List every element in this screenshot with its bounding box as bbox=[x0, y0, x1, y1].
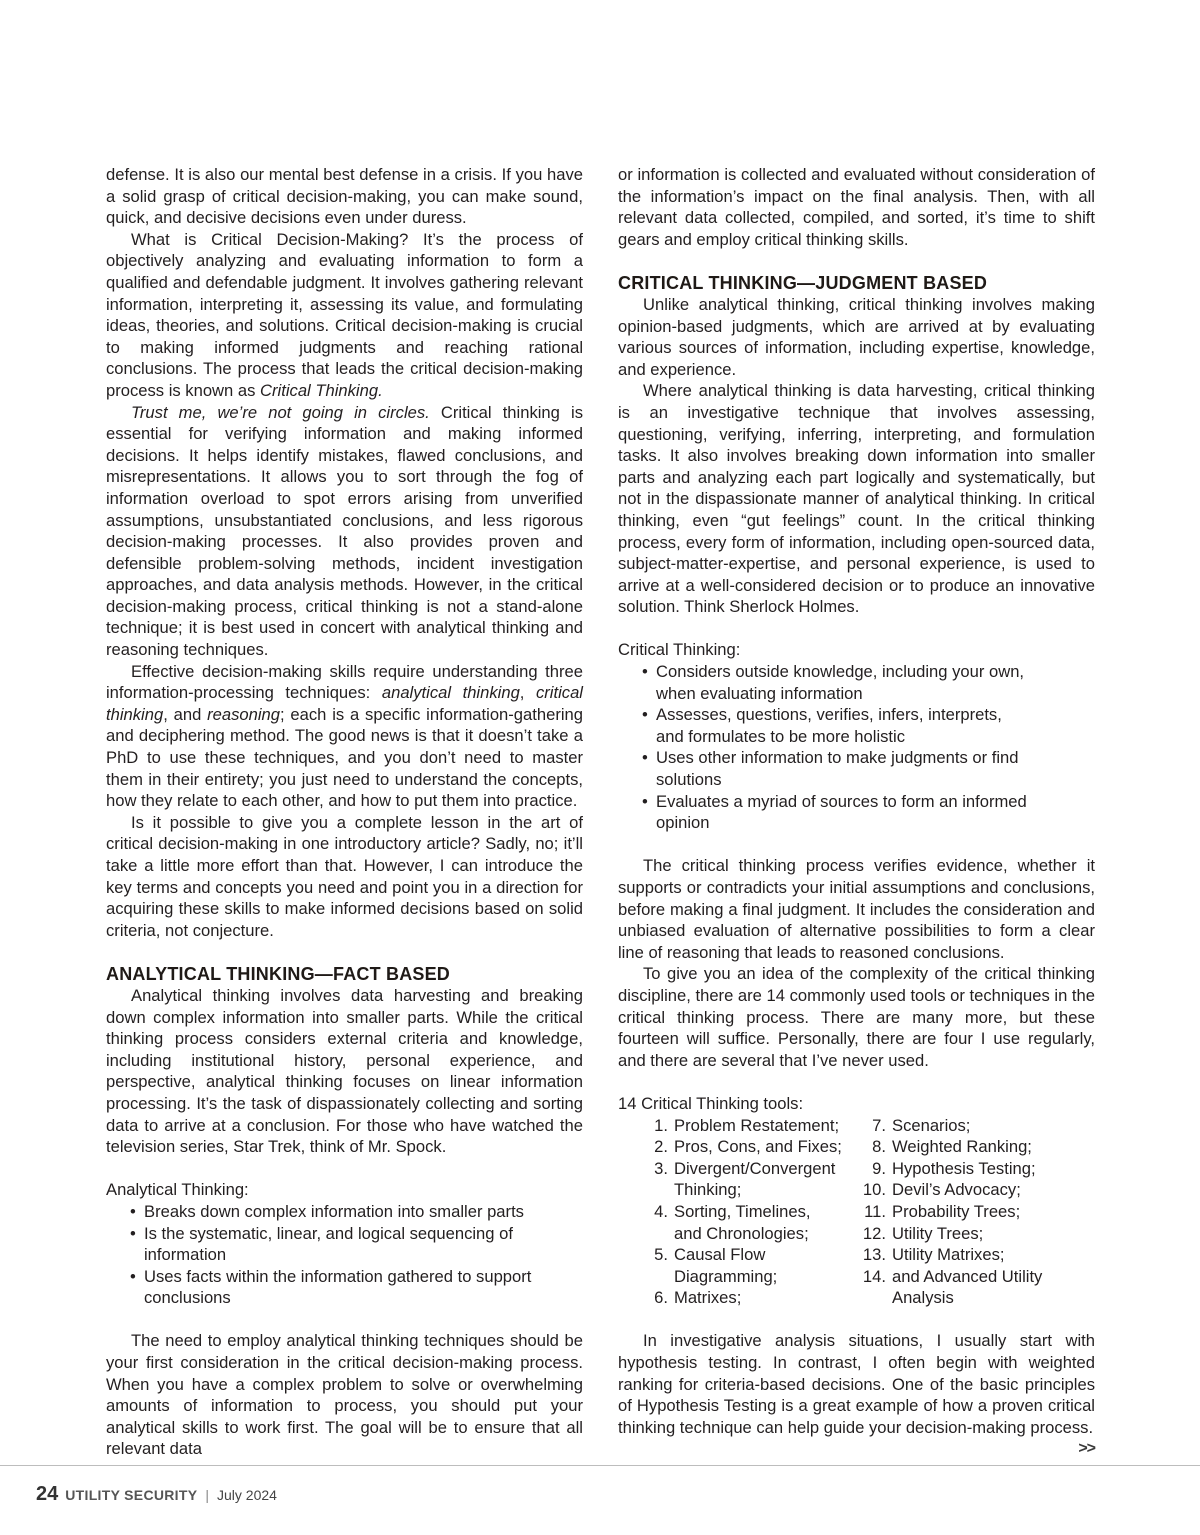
issue-date: July 2024 bbox=[217, 1487, 277, 1503]
continue-arrow-icon: >> bbox=[1078, 1440, 1095, 1458]
tools-column-1 bbox=[642, 1115, 854, 1309]
magazine-title: UTILITY SECURITY bbox=[65, 1487, 198, 1503]
list-item: 6. Matrixes; bbox=[654, 1288, 742, 1308]
bullet-icon: • bbox=[130, 1223, 136, 1243]
list-item: 7. Scenarios; bbox=[872, 1115, 971, 1135]
bullet-list bbox=[106, 1201, 583, 1309]
list-item: • Evaluates a myriad of sources to form an informed opinion bbox=[642, 791, 1027, 833]
list-item: 9. Hypothesis Testing; bbox=[872, 1158, 1036, 1178]
list-item: 13. Utility Matrixes; bbox=[862, 1245, 1005, 1265]
paragraph: or information is collected and evaluated without consideration of the information’s impact on the final analysis. Then, with all relevant data collected, compiled, and sorted, it’s time to shift gears and employ critical thinking skills. bbox=[618, 165, 1095, 249]
list-item: • Uses other information to make judgments or find solutions bbox=[642, 748, 1019, 790]
tools-column-2 bbox=[854, 1115, 1057, 1309]
list-item: 3. Divergent/Convergent Thinking; bbox=[654, 1158, 836, 1200]
tools-list bbox=[642, 1115, 1095, 1309]
bullet-list bbox=[618, 661, 1032, 834]
bullet-icon: • bbox=[642, 791, 648, 811]
right-column bbox=[618, 164, 1095, 1460]
page-number: 24 bbox=[36, 1483, 59, 1505]
list-title: Critical Thinking: bbox=[618, 640, 741, 660]
page-footer bbox=[36, 1483, 277, 1506]
list-item: • Considers outside knowledge, including your own, when evaluating information bbox=[642, 662, 1025, 703]
list-item: 4. Sorting, Timelines, and Chronologies; bbox=[654, 1201, 811, 1243]
paragraph: Effective decision-making skills require understanding three information-processing techniques: analytical thinking, critical thinking, and reasoning; each is a specific information-gathering and deciphering method. The good news is that it doesn’t take a PhD to use these techniques, and you don’t need to master them in their entirety; you just need to understand the concepts, how they relate to each other, and how to put them into practice. bbox=[106, 661, 583, 811]
paragraph: What is Critical Decision-Making? It’s the process of objectively analyzing and evaluating information to form a qualified and defendable judgment. It involves gathering relevant information, interpreting it, assessing its value, and formulating ideas, theories, and solutions. Critical decision-making is crucial to making informed judgments and reaching rational conclusions. The process that leads the critical decision-making process is known as Critical Thinking. bbox=[106, 229, 583, 400]
section-heading: ANALYTICAL THINKING—FACT BASED bbox=[106, 963, 451, 984]
bullet-icon: • bbox=[130, 1266, 136, 1286]
list-item: • Uses facts within the information gathered to support conclusions bbox=[130, 1266, 532, 1308]
list-item: 14. and Advanced Utility Analysis bbox=[862, 1266, 1043, 1308]
list-item: • Assesses, questions, verifies, infers, interprets, and formulates to be more holistic bbox=[642, 705, 1002, 746]
footer-separator: | bbox=[205, 1487, 209, 1503]
paragraph: Trust me, we’re not going in circles. Critical thinking is essential for verifying information and making informed decisions. It helps identify mistakes, flawed conclusions, and misrepresentations. It allows you to sort through the fog of information overload to spot errors arising from unverified assumptions, unsubstantiated conclusions, and less rigorous decision-making processes. It also provides proven and defensible problem-solving methods, incident investigation approaches, and data analysis methods. However, in the critical decision-making process, critical thinking is not a stand-alone technique; it is best used in concert with analytical thinking and reasoning techniques. bbox=[106, 402, 583, 660]
list-item: 2. Pros, Cons, and Fixes; bbox=[654, 1137, 842, 1157]
paragraph: In investigative analysis situations, I usually start with hypothesis testing. In contrast, I often begin with weighted ranking for criteria-based decisions. One of the basic principles of Hypothesis Testing is a great example of how a proven critical thinking technique can help guide your decision-making process. >> bbox=[618, 1330, 1095, 1438]
bullet-icon: • bbox=[642, 748, 648, 768]
list-item: 10. Devil’s Advocacy; bbox=[862, 1180, 1021, 1200]
paragraph: Unlike analytical thinking, critical thinking involves making opinion-based judgments, which are arrived at by evaluating various sources of information, including expertise, knowledge, and experience. bbox=[618, 294, 1095, 379]
bullet-icon: • bbox=[642, 705, 648, 725]
section-heading: CRITICAL THINKING—JUDGMENT BASED bbox=[618, 272, 988, 293]
list-item: • Breaks down complex information into smaller parts bbox=[130, 1201, 524, 1221]
paragraph: Where analytical thinking is data harvesting, critical thinking is an investigative technique that involves assessing, questioning, verifying, inferring, interpreting, and formulation tasks. It also involves breaking down information into smaller parts and analyzing each part logically and systematically, but not in the dispassionate manner of analytical thinking. In critical thinking, even “gut feelings” count. In the critical thinking process, every form of information, including open-sourced data, subject-matter-expertise, and personal experience, is used to arrive at a well-considered decision or to produce an innovative solution. Think Sherlock Holmes. bbox=[618, 381, 1095, 617]
bullet-icon: • bbox=[130, 1201, 136, 1221]
list-title: Analytical Thinking: bbox=[106, 1180, 249, 1200]
paragraph: Analytical thinking involves data harvesting and breaking down complex information into smaller parts. While the critical thinking process considers external criteria and knowledge, including institutional history, personal experience, and perspective, analytical thinking focuses on linear information processing. It’s the task of dispassionately collecting and sorting data to arrive at a conclusion. For those who have watched the television series, Star Trek, think of Mr. Spock. bbox=[106, 985, 583, 1157]
paragraph: Is it possible to give you a complete lesson in the art of critical decision-making in one introductory article? Sadly, no; it’ll take a little more effort than that. However, I can introduce the key terms and concepts you need and point you in a direction for acquiring these skills to make informed decisions based on solid criteria, not conjecture. bbox=[106, 812, 583, 940]
paragraph: The need to employ analytical thinking techniques should be your first consideration in the critical decision-making process. When you have a complex problem to solve or overwhelming amounts of information to process, you should put your analytical skills to work first. The goal will be to ensure that all relevant data bbox=[106, 1331, 583, 1459]
list-item: 11. Probability Trees; bbox=[864, 1201, 1021, 1221]
list-item: 8. Weighted Ranking; bbox=[872, 1137, 1032, 1157]
tools-list-title: 14 Critical Thinking tools: bbox=[618, 1093, 804, 1113]
paragraph: The critical thinking process verifies evidence, whether it supports or contradicts your initial assumptions and conclusions, before making a final judgment. It includes the consideration and unbiased evaluation of alternative possibilities to form a clear line of reasoning that leads to reasoned conclusions. bbox=[618, 856, 1095, 962]
bullet-icon: • bbox=[642, 662, 648, 682]
list-item: 5. Causal Flow Diagramming; bbox=[654, 1245, 778, 1286]
footer-divider bbox=[0, 1465, 1200, 1466]
paragraph: defense. It is also our mental best defense in a crisis. If you have a solid grasp of critical decision-making, you can make sound, quick, and decisive decisions even under duress. bbox=[106, 165, 583, 228]
list-item: 1. Problem Restatement; bbox=[654, 1115, 840, 1135]
list-item: • Is the systematic, linear, and logical sequencing of information bbox=[130, 1223, 513, 1265]
paragraph: To give you an idea of the complexity of the critical thinking discipline, there are 14 commonly used tools or techniques in the critical thinking process. There are many more, but these fourteen will suffice. Personally, there are four I use regularly, and there are several that I’ve never used. bbox=[618, 964, 1095, 1070]
list-item: 12. Utility Trees; bbox=[862, 1223, 984, 1243]
left-column bbox=[106, 164, 583, 1460]
